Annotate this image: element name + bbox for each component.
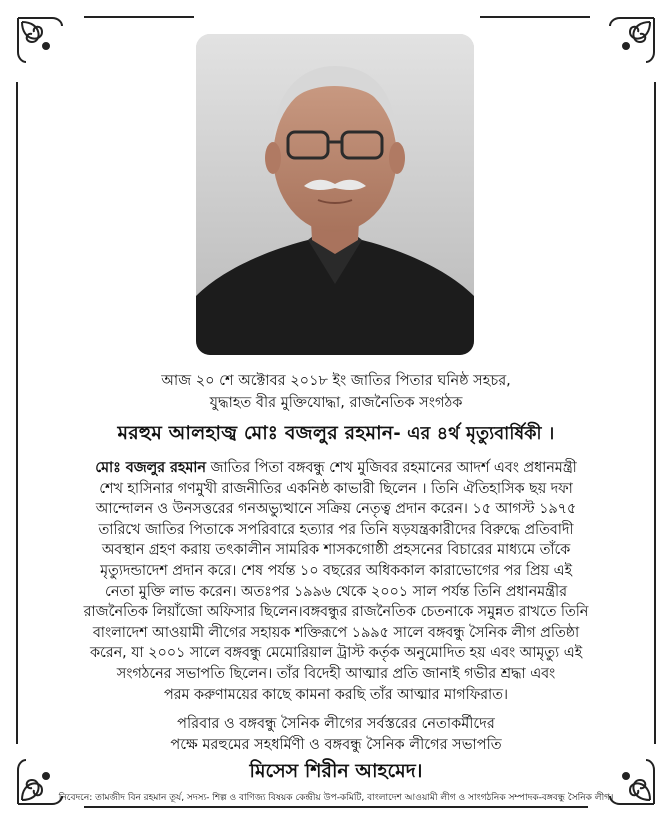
intro-line-1: আজ ২০ শে অক্টোবর ২০১৮ ইং জাতির পিতার ঘনিষ্ঠ সহচর,: [161, 373, 511, 389]
frame-top-line-right: [480, 16, 590, 18]
deceased-name: মরহুম আলহাজ্ব মোঃ বজলুর রহমান: [117, 422, 394, 444]
bio-line: করেন, যা ২০০১ সালে বঙ্গবন্ধু মেমোরিয়াল ট্রাস্ট কর্তৃক অনুমোদিত হয় এবং আমৃত্যু এই: [89, 645, 583, 662]
intro-text: [30, 370, 642, 414]
bio-line: শেখ হাসিনার গণমুখী রাজনীতির একনিষ্ঠ কাভারী ছিলেন । তিনি ঐতিহাসিক ছয় দফা: [99, 480, 573, 497]
bio-line: তারিখে জাতির পিতাকে সপরিবারে হত্যার পর তিনি ষড়যন্ত্রকারীদের বিরুদ্ধে প্রতিবাদী: [98, 521, 574, 538]
bio-line: [30, 458, 642, 479]
anniversary-suffix: - এর ৪র্থ মৃত্যুবার্ষিকী ।: [393, 424, 555, 444]
biography-paragraph: [30, 458, 642, 705]
closing-line-2: পক্ষে মরহুমের সহধর্মিণী ও বঙ্গবন্ধু সৈনিক লীগের সভাপতি: [170, 737, 502, 753]
closing-line-1: পরিবার ও বঙ্গবন্ধু সৈনিক লীগের সর্বস্তরের নেতাকর্মীদের: [177, 716, 495, 732]
bio-line-1-rest: জাতির পিতা বঙ্গবন্ধু শেখ মুজিবর রহমানের আদর্শ এবং প্রধানমন্ত্রী: [205, 460, 577, 476]
bio-line: পরম করুণাময়ের কাছে কামনা করছি তাঁর আত্মার মাগফিরাত।: [163, 686, 509, 703]
corner-ornament-top-left: [12, 12, 76, 76]
bio-line: বাংলাদেশ আওয়ামী লীগের সহায়ক শক্তিরূপে ১৯৯৫ সালে বঙ্গবন্ধু সৈনিক লীগ প্রতিষ্ঠা: [92, 624, 580, 641]
bio-line: অবস্থান গ্রহণ করায় তৎকালীন সামরিক শাসকগোষ্ঠী প্রহসনের বিচারের মাধ্যমে তাঁকে: [101, 542, 571, 559]
closing-text: [30, 714, 642, 756]
bio-lead-name: মোঃ বজলুর রহমান: [95, 460, 206, 476]
frame-left-line: [16, 82, 18, 744]
intro-line-2: যুদ্ধাহত বীর মুক্তিযোদ্ধা, রাজনৈতিক সংগঠক: [209, 395, 463, 411]
bio-line: নেতা মুক্তি লাভ করেন। অতঃপর ১৯৯৬ থেকে ২০০১ সাল পর্যন্ত তিনি প্রধানমন্ত্রীর: [105, 583, 567, 600]
memorial-title: [30, 420, 642, 447]
frame-bottom-line: [84, 806, 588, 808]
bio-line: আন্দোলন ও উনসত্তরের গনঅভ্যুত্থানে সক্রিয় নেতৃত্ব প্রদান করেন। ১৫ আগস্ট ১৯৭৫: [95, 501, 577, 518]
frame-top-line: [84, 16, 194, 18]
signatory-name: মিসেস শিরীন আহমেদ।: [249, 760, 423, 782]
bio-line: মৃত্যুদন্ডাদেশ প্রদান করে। শেষ পর্যন্ত ১০ বছরের অধিককাল কারাভোগের পর প্রিয় এই: [100, 562, 572, 579]
bio-line: সংগঠনের সভাপতি ছিলেন। তাঁর বিদেহী আত্মার প্রতি জানাই গভীর শ্রদ্ধা এবং: [116, 665, 556, 682]
portrait-photo: [196, 34, 474, 355]
footer-note: নিবেদনে: তামজীদ বিন রহমান তূর্য, সদস্য- শিল্প ও বাণিজ্য বিষয়ক কেন্দ্রীয় উপ-কমিটি, বাংলাদেশ আওয়ামী লীগ ও সাংগঠনিক সম্পাদক-বঙ্গবন্ধু সৈনিক লীগ।: [58, 792, 614, 803]
frame-right-line: [654, 82, 656, 744]
bio-line: রাজনৈতিক লিয়াঁজো অফিসার ছিলেন।বঙ্গবন্ধুর রাজনৈতিক চেতনাকে সমুন্নত রাখতে তিনি: [83, 604, 589, 621]
corner-ornament-top-right: [596, 12, 660, 76]
